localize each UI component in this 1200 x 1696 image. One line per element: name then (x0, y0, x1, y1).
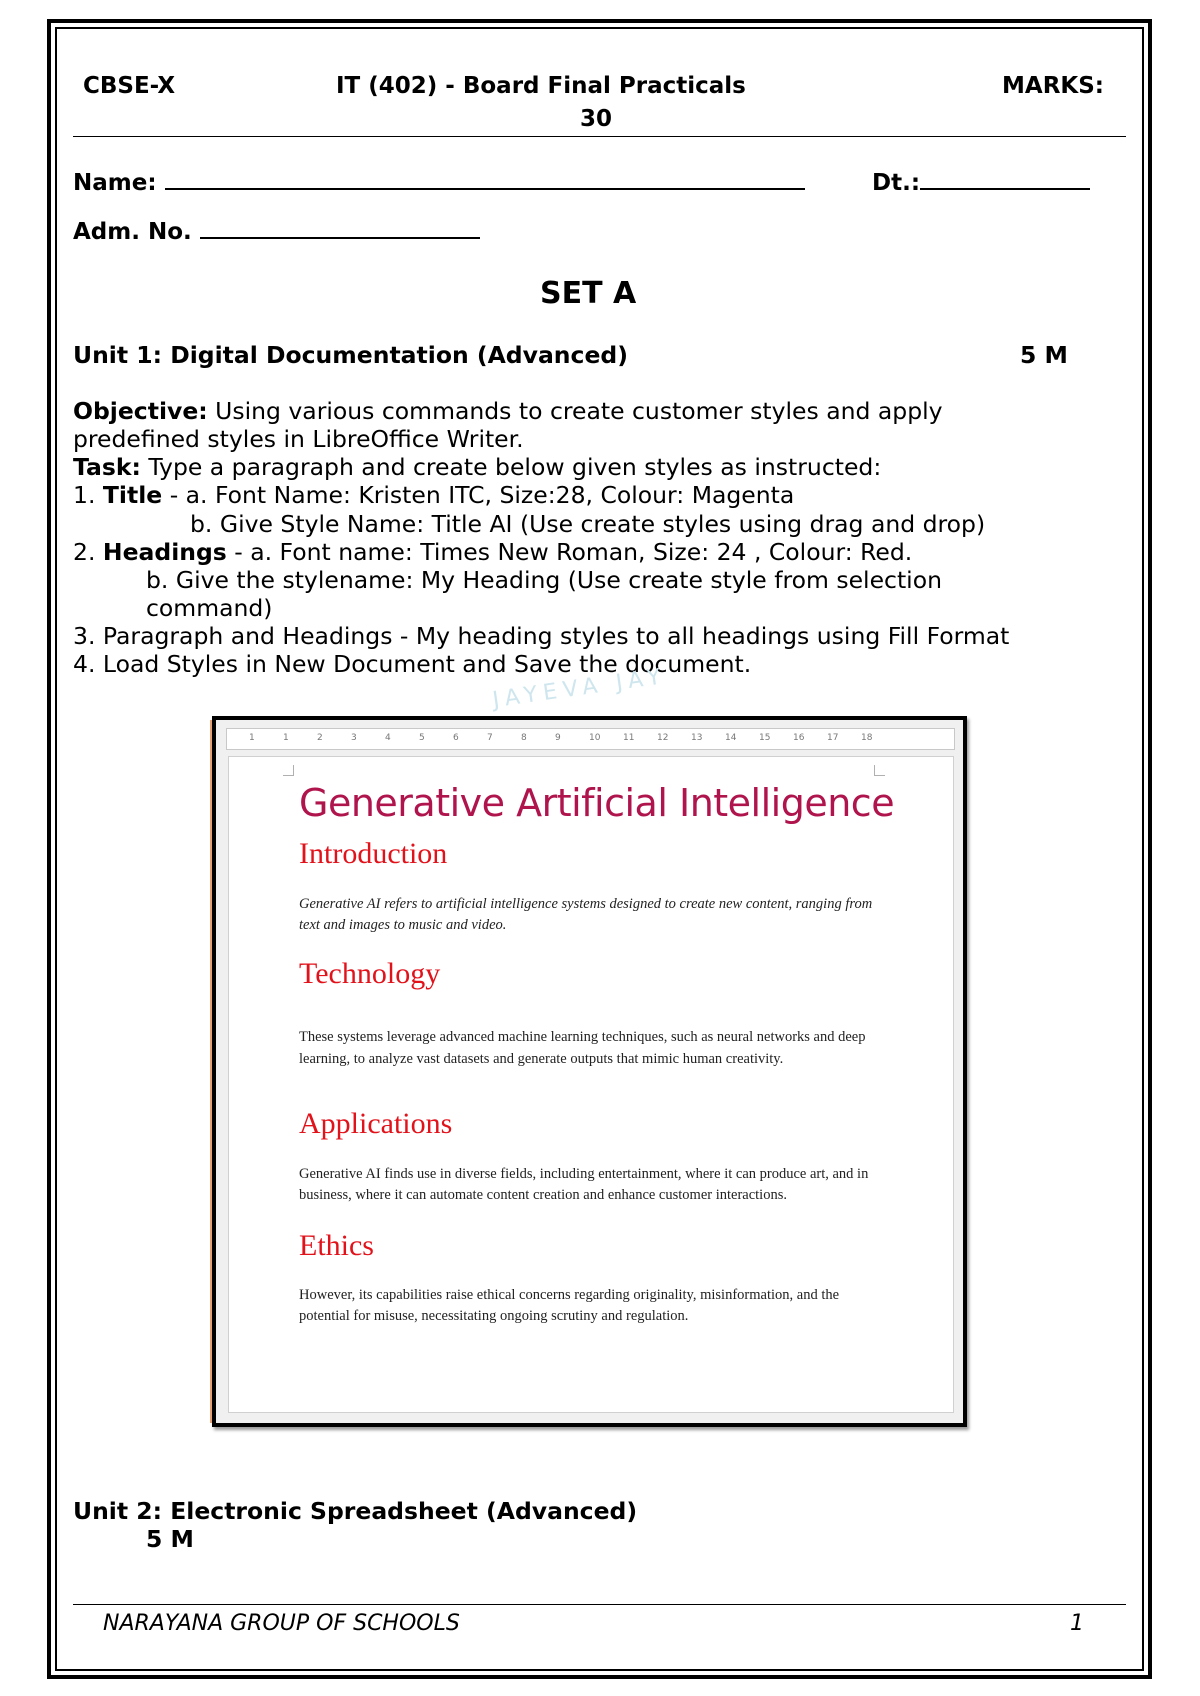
section-text: However, its capabilities raise ethical concerns regarding originality, misinformation, and the (299, 1287, 840, 1303)
section-text: learning, to analyze vast datasets and generate outputs that mimic human creativity. (299, 1051, 784, 1067)
ruler-tick: 17 (827, 733, 839, 743)
item1-label: Title (102, 481, 163, 509)
objective-line (73, 397, 943, 426)
name-label: Name: (73, 170, 157, 196)
adm-blank[interactable] (200, 219, 480, 239)
item2-a: - a. Font name: Times New Roman, Size: 24 , Colour: Red. (226, 538, 913, 566)
objective-text: Using various commands to create customer styles and apply (207, 397, 943, 425)
margin-corner-right (874, 765, 885, 776)
section-heading: Introduction (299, 837, 448, 870)
ruler-tick: 12 (657, 733, 669, 743)
ruler-tick: 18 (861, 733, 873, 743)
section-text: These systems leverage advanced machine learning techniques, such as neural networks and deep (299, 1029, 866, 1045)
ruler-tick: 14 (725, 733, 737, 743)
ruler-tick: 8 (521, 733, 527, 743)
section-heading: Technology (299, 957, 441, 990)
writer-page (228, 756, 954, 1413)
name-blank[interactable] (165, 170, 805, 190)
section-text: business, where it can automate content creation and enhance customer interactions. (299, 1187, 787, 1203)
item3: 3. Paragraph and Headings - My heading styles to all headings using Fill Format (73, 622, 1010, 650)
ruler-tick: 3 (351, 733, 357, 743)
task-text: Type a paragraph and create below given styles as instructed: (140, 453, 882, 481)
header-rule (73, 136, 1126, 137)
unit2-heading: Unit 2: Electronic Spreadsheet (Advanced) (73, 1497, 638, 1525)
item2-b: b. Give the stylename: My Heading (Use create style from selection (146, 566, 942, 594)
exam-title: IT (402) - Board Final Practicals (336, 73, 746, 99)
ruler (226, 728, 955, 750)
unit1-heading: Unit 1: Digital Documentation (Advanced) (73, 341, 628, 369)
section-text: text and images to music and video. (299, 917, 507, 933)
date-label: Dt.: (872, 170, 921, 196)
item2-b2: command) (146, 594, 273, 622)
screenshot-accent (210, 720, 212, 1423)
set-title: SET A (540, 276, 637, 311)
adm-field (73, 219, 480, 245)
ruler-tick: 5 (419, 733, 425, 743)
unit2-marks: 5 M (146, 1525, 194, 1553)
item1-b: b. Give Style Name: Title AI (Use create styles using drag and drop) (190, 510, 986, 538)
item2-label: Headings (102, 538, 227, 566)
ruler-tick: 6 (453, 733, 459, 743)
watermark: JAYEVA JAY (491, 663, 669, 714)
item1-line (73, 481, 794, 510)
marks-label: MARKS: (1002, 73, 1104, 99)
task-line (73, 453, 881, 482)
ruler-tick: 1 (249, 733, 255, 743)
item1-a: - a. Font Name: Kristen ITC, Size:28, Colour: Magenta (162, 481, 795, 509)
date-blank[interactable] (920, 170, 1090, 190)
section-text: potential for misuse, necessitating ongoing scrutiny and regulation. (299, 1308, 689, 1324)
marks-value: 30 (580, 106, 613, 132)
margin-corner-left (283, 765, 294, 776)
date-field (872, 170, 1090, 196)
ruler-tick: 15 (759, 733, 771, 743)
footer-page-number: 1 (1070, 1611, 1084, 1636)
item2-num: 2. (73, 538, 96, 566)
item2-line (73, 538, 912, 567)
ruler-tick: 16 (793, 733, 805, 743)
unit1-marks: 5 M (1020, 341, 1068, 369)
ruler-tick: 11 (623, 733, 635, 743)
footer-rule (73, 1604, 1126, 1605)
board-label: CBSE-X (83, 73, 176, 99)
footer-school: NARAYANA GROUP OF SCHOOLS (103, 1611, 460, 1636)
item1-num: 1. (73, 481, 96, 509)
section-text: Generative AI refers to artificial intelligence systems designed to create new content, ranging from (299, 896, 873, 912)
name-field (73, 170, 805, 196)
section-heading: Ethics (299, 1229, 374, 1262)
task-label: Task: (73, 453, 141, 481)
objective-text-2: predefined styles in LibreOffice Writer. (73, 425, 524, 453)
ruler-tick: 4 (385, 733, 391, 743)
ruler-tick: 10 (589, 733, 601, 743)
ruler-tick: 1 (283, 733, 289, 743)
ruler-tick: 9 (555, 733, 561, 743)
section-heading: Applications (299, 1107, 453, 1140)
adm-label: Adm. No. (73, 219, 192, 245)
section-text: Generative AI finds use in diverse fields, including entertainment, where it can produce art, and in (299, 1166, 869, 1182)
ruler-tick: 2 (317, 733, 323, 743)
ruler-tick: 7 (487, 733, 493, 743)
ruler-tick: 13 (691, 733, 703, 743)
writer-screenshot (212, 716, 967, 1427)
item4: 4. Load Styles in New Document and Save the document. (73, 650, 752, 678)
objective-label: Objective: (73, 397, 208, 425)
doc-title: Generative Artificial Intelligence (299, 781, 895, 825)
